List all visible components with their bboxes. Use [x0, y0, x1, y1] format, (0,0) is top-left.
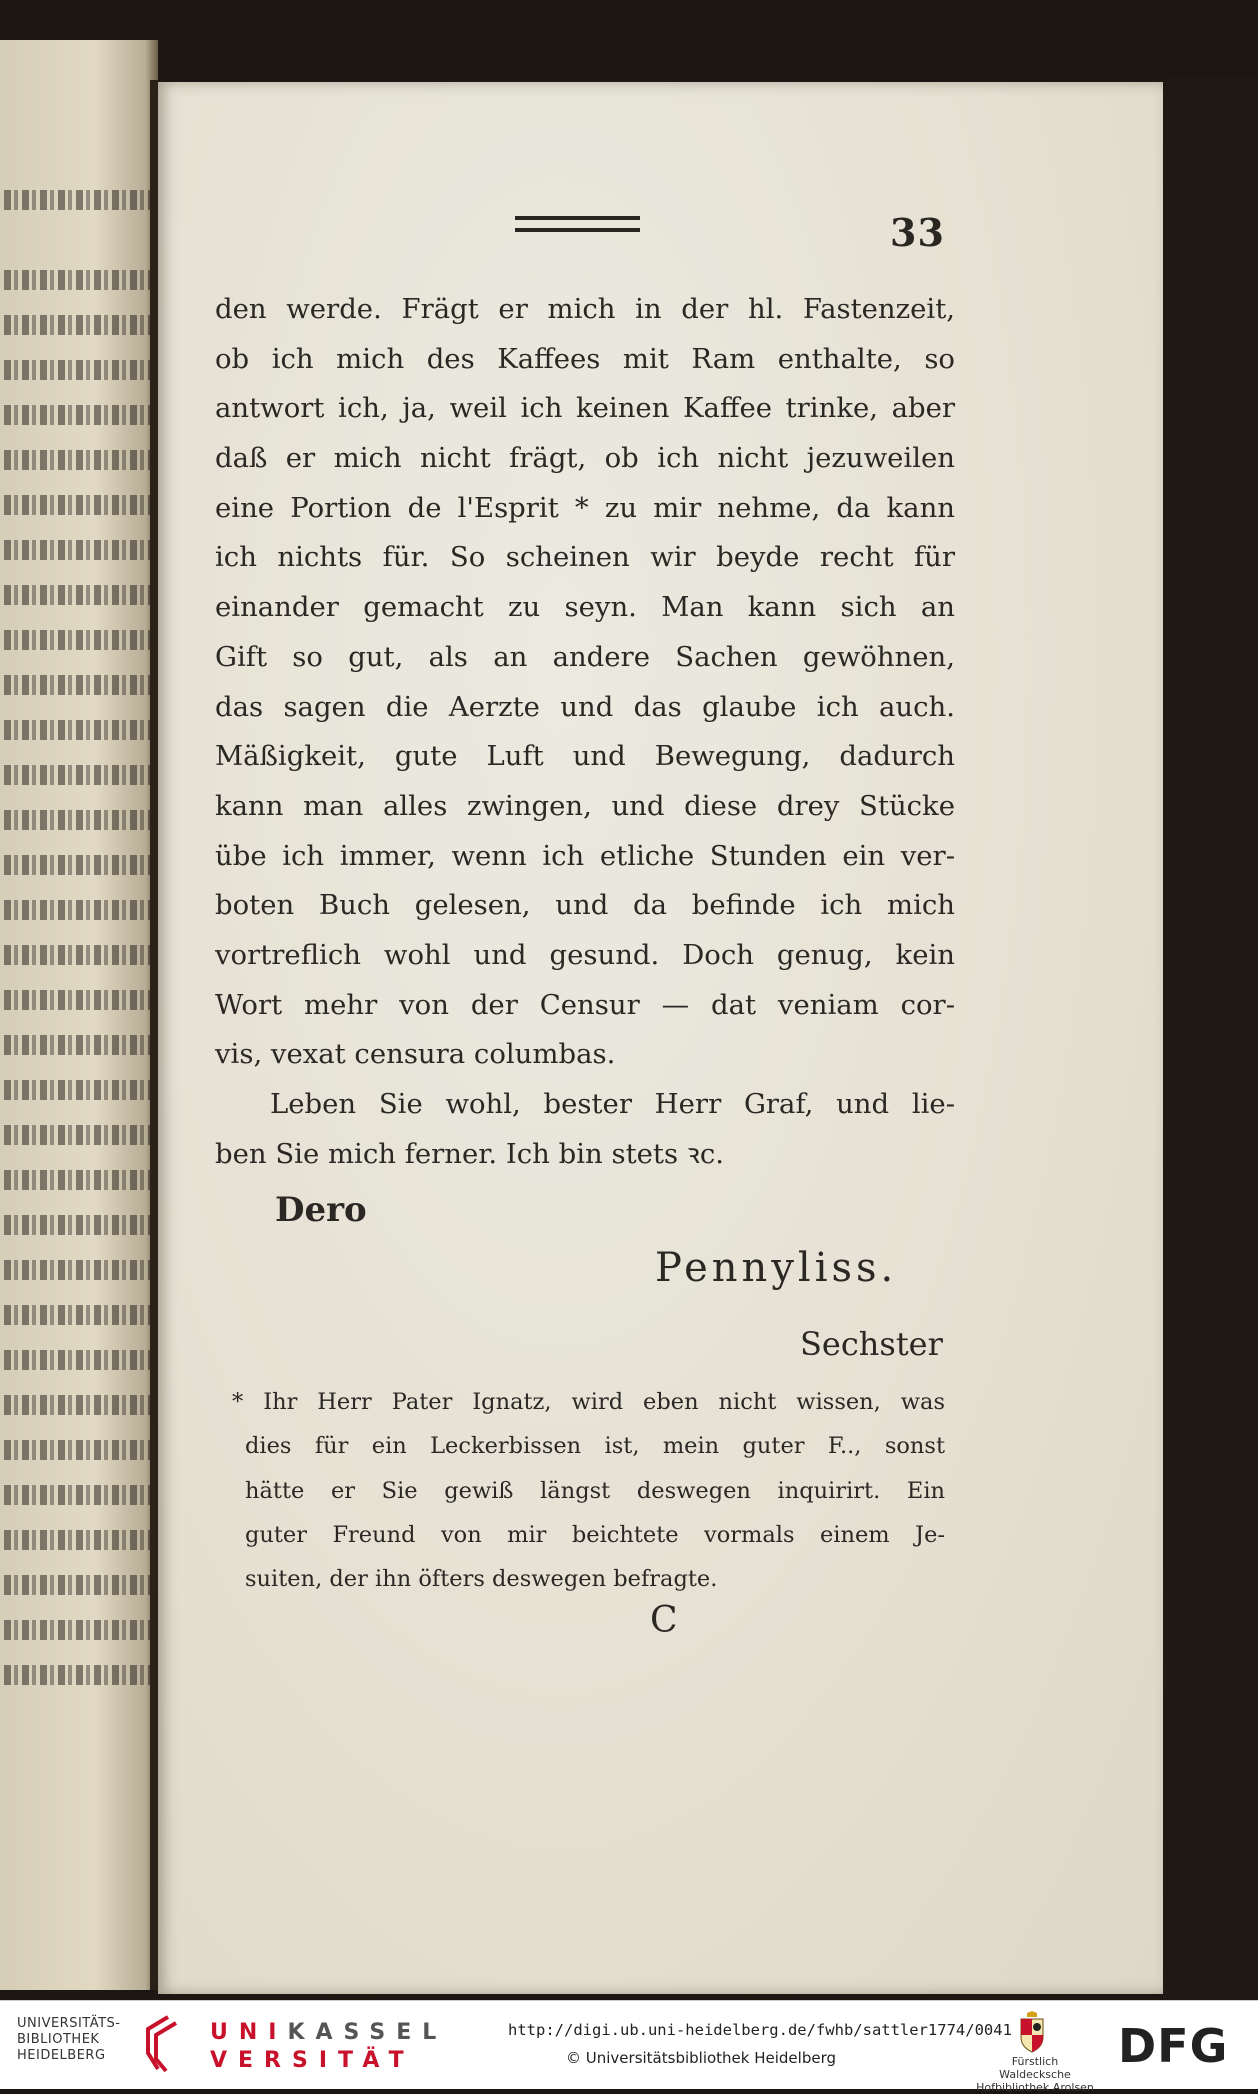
- footnote-line: * Ihr Herr Pater Ignatz, wird eben nicht wissen, was: [232, 1389, 945, 1415]
- left-page-text-line: [4, 720, 154, 740]
- page-number: 33: [890, 210, 945, 255]
- left-page-text-line: [4, 360, 154, 380]
- left-page-text-line: [4, 1620, 154, 1640]
- left-page-text-line: [4, 1170, 154, 1190]
- left-page-text-line: [4, 450, 154, 470]
- signature: Pennyliss.: [655, 1245, 898, 1291]
- left-page-text-line: [4, 1260, 154, 1280]
- footnote-line: guter Freund von mir beichtete vormals einem Je-: [245, 1521, 945, 1548]
- left-page-text-line: [4, 855, 154, 875]
- copyright-notice: © Universitätsbibliothek Heidelberg: [566, 2049, 837, 2067]
- arolsen-label: [975, 2055, 1095, 2094]
- text-line: übe ich immer, wenn ich etliche Stunden ein ver-: [215, 839, 955, 872]
- left-page-text-line: [4, 1215, 154, 1235]
- footnote: [232, 1380, 945, 1601]
- text-line: das sagen die Aerzte und das glaube ich auch.: [215, 690, 955, 723]
- text-line: eine Portion de l'Esprit * zu mir nehme, da kann: [215, 491, 955, 524]
- left-page-text-line: [4, 1440, 154, 1460]
- header-rule: [515, 228, 640, 232]
- left-page-text-line: [4, 1080, 154, 1100]
- left-page-text-line: [4, 405, 154, 425]
- ub-heidelberg-line: HEIDELBERG: [17, 2048, 106, 2063]
- kassel-red-text: UNI: [210, 2020, 288, 2045]
- ub-heidelberg-label[interactable]: [17, 2016, 121, 2064]
- text-line: antwort ich, ja, weil ich keinen Kaffee trinke, aber: [215, 392, 955, 425]
- left-page-text-line: [4, 630, 154, 650]
- ub-heidelberg-line: BIBLIOTHEK: [17, 2032, 100, 2047]
- text-line: ich nichts für. So scheinen wir beyde recht für: [215, 541, 955, 574]
- text-line: ben Sie mich ferner. Ich bin stets ꝛc.: [215, 1137, 724, 1170]
- dfg-logo[interactable]: DFG: [1118, 2019, 1229, 2073]
- left-page-text-line: [4, 990, 154, 1010]
- left-page-text-line: [4, 900, 154, 920]
- text-line: vortreflich wohl und gesund. Doch genug, kein: [215, 938, 955, 971]
- footnote-line: suiten, der ihn öfters deswegen befragte.: [245, 1566, 718, 1593]
- left-page-edge: [0, 40, 158, 1990]
- left-page-text-line: [4, 585, 154, 605]
- text-line: Leben Sie wohl, bester Herr Graf, und lie-: [270, 1088, 955, 1120]
- ub-heidelberg-line: UNIVERSITÄTS-: [17, 2016, 121, 2031]
- left-page-text-line: [4, 1665, 154, 1685]
- footnote-line: dies für ein Leckerbissen ist, mein guter F.., sonst: [245, 1433, 945, 1460]
- left-page-text-line: [4, 1485, 154, 1505]
- signature-mark: C: [650, 1600, 678, 1641]
- left-page-text-line: [4, 1350, 154, 1370]
- left-page-text-line: [4, 810, 154, 830]
- text-line: kann man alles zwingen, und diese drey Stücke: [215, 789, 955, 822]
- left-page-text-line: [4, 270, 154, 290]
- footer-bar: [0, 2000, 1258, 2094]
- waldeck-crest-icon[interactable]: [1018, 2011, 1046, 2053]
- left-page-text-line: [4, 945, 154, 965]
- kassel-gray-text: KASSEL: [287, 2020, 448, 2045]
- text-line: boten Buch gelesen, und da befinde ich mich: [215, 889, 955, 922]
- closing-salutation: Dero: [275, 1190, 367, 1230]
- left-page-text-line: [4, 675, 154, 695]
- left-page-text-line: [4, 1305, 154, 1325]
- text-line: einander gemacht zu seyn. Man kann sich an: [215, 591, 955, 624]
- body-text: [215, 285, 955, 1179]
- text-line: Wort mehr von der Censur — dat veniam cor-: [215, 988, 955, 1021]
- left-page-text-line: [4, 1035, 154, 1055]
- left-page-text-line: [4, 765, 154, 785]
- left-page-text-line: [4, 495, 154, 515]
- left-page-text-line: [4, 540, 154, 560]
- ub-heidelberg-logo-icon[interactable]: [140, 2013, 184, 2073]
- text-line: den werde. Frägt er mich in der hl. Fastenzeit,: [215, 293, 955, 325]
- footnote-line: hätte er Sie gewiß längst deswegen inquirirt. Ein: [245, 1477, 945, 1504]
- text-line: Gift so gut, als an andere Sachen gewöhnen,: [215, 640, 955, 673]
- header-rule: [515, 216, 640, 220]
- text-line: Mäßigkeit, gute Luft und Bewegung, dadurch: [215, 740, 955, 773]
- left-page-text-line: [4, 190, 154, 210]
- text-line: daß er mich nicht frägt, ob ich nicht jezuweilen: [215, 442, 955, 475]
- text-line: ob ich mich des Kaffees mit Ram enthalte, so: [215, 342, 955, 375]
- arolsen-line: Fürstlich Waldecksche: [999, 2055, 1071, 2081]
- text-line: vis, vexat censura columbas.: [215, 1038, 616, 1071]
- right-dark-edge: [1163, 78, 1258, 2000]
- left-page-text-line: [4, 1575, 154, 1595]
- kassel-versitaet-text: VERSITÄT: [210, 2048, 415, 2073]
- left-page-text-line: [4, 315, 154, 335]
- book-spine: [150, 80, 158, 1990]
- permalink-url[interactable]: http://digi.ub.uni-heidelberg.de/fwhb/sattler1774/0041: [508, 2021, 1012, 2039]
- left-page-text-line: [4, 1125, 154, 1145]
- left-page-text-line: [4, 1395, 154, 1415]
- catchword: Sechster: [800, 1325, 943, 1363]
- arolsen-line: Hofbibliothek Arolsen: [976, 2081, 1094, 2094]
- uni-kassel-logo[interactable]: [210, 2019, 447, 2075]
- left-page-text-line: [4, 1530, 154, 1550]
